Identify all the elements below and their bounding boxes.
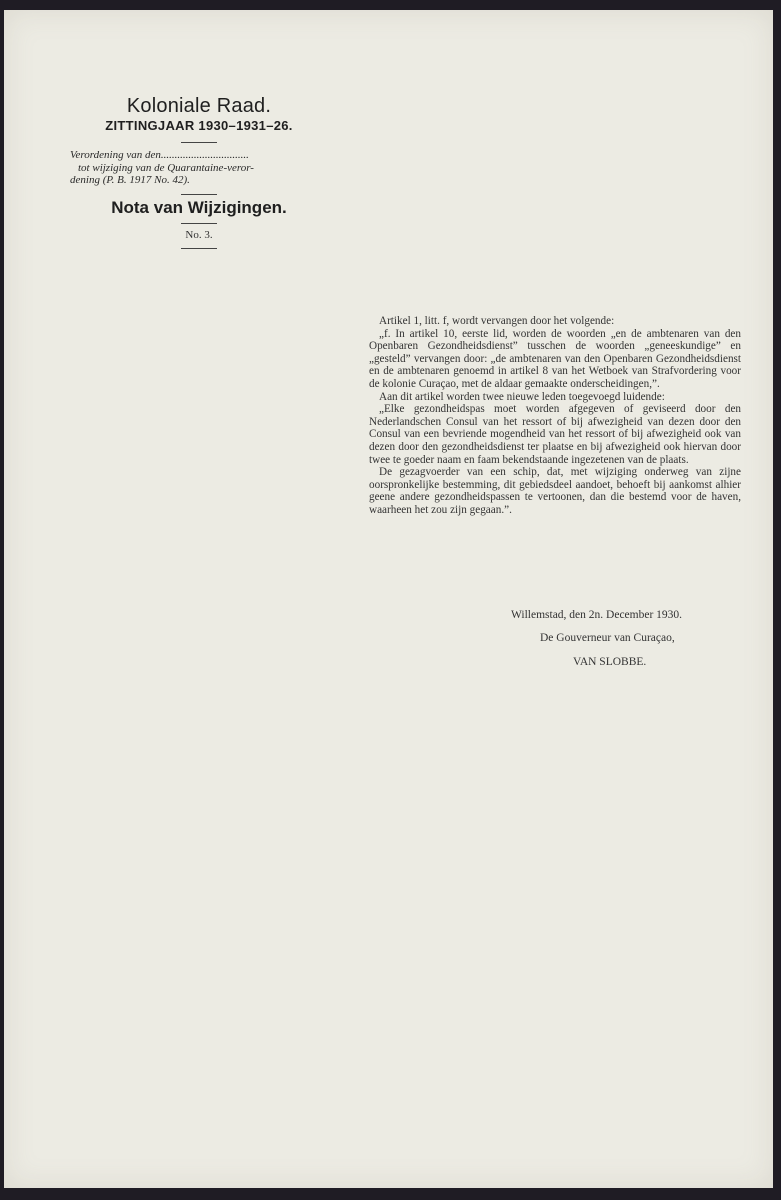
- paragraph: „f. In artikel 10, eerste lid, worden de woorden „en de ambtenaren van den Openbaren Gezondheidsdienst” tusschen de woorden „geneeskundige” en „gesteld” vervangen door: „de ambtenaren van den Openbaren Gezondheidsdienst en de ambtenaren genoemd in artikel 8 van het Wetboek van Strafvordering voor de kolonie Curaçao, met de aldaar gemaakte onderscheidingen,”.: [369, 327, 741, 390]
- header-divider: [181, 223, 217, 224]
- header-divider: [181, 248, 217, 249]
- header-divider: [181, 194, 217, 195]
- signature-office: De Gouverneur van Curaçao,: [540, 632, 675, 644]
- document-title: Nota van Wijzigingen.: [111, 197, 287, 217]
- document-page: [4, 10, 773, 1188]
- council-title: Koloniale Raad.: [126, 95, 272, 117]
- paragraph: „Elke gezondheidspas moet worden afgegeven of geviseerd door den Nederlandschen Consul van het ressort of bij afwezigheid van dezen door den Consul van een bevriende mogendheid van het ressort of bij afwezigheid ook van dezen door den gezondheidsdienst ter plaatse en bij afwezigheid ook hiervan door twee te goeder naam en faam bekendstaande ingezetenen van de plaats.: [369, 403, 741, 466]
- signature-name: VAN SLOBBE.: [573, 656, 647, 668]
- signature-place-date: Willemstad, den 2n. December 1930.: [511, 609, 683, 621]
- paragraph: Aan dit artikel worden twee nieuwe leden toegevoegd luidende:: [379, 390, 665, 403]
- paragraph: De gezagvoerder van een schip, dat, met wijziging onderweg van zijne oorspronkelijke bestemming, dit gebiedsdeel aandoet, behoeft bij aankomst alhier geene andere gezondheidspassen te vertoonen, dan die bestemd voor de haven, waarheen het zou zijn gegaan.”.: [369, 466, 741, 516]
- reference-line: tot wijziging van de Quarantaine-veror-: [78, 161, 254, 174]
- document-number: No. 3.: [185, 228, 213, 241]
- document-header: [68, 94, 330, 255]
- amendment-text: [369, 315, 741, 517]
- reference-line: dening (P. B. 1917 No. 42).: [70, 174, 190, 186]
- reference-line: Verordening van den................................: [70, 149, 249, 161]
- session-year: ZITTINGJAAR 1930–1931–26.: [105, 118, 293, 133]
- header-divider: [181, 142, 217, 143]
- paragraph: Artikel 1, litt. f, wordt vervangen door het volgende:: [379, 315, 615, 327]
- ordinance-reference: [68, 149, 330, 187]
